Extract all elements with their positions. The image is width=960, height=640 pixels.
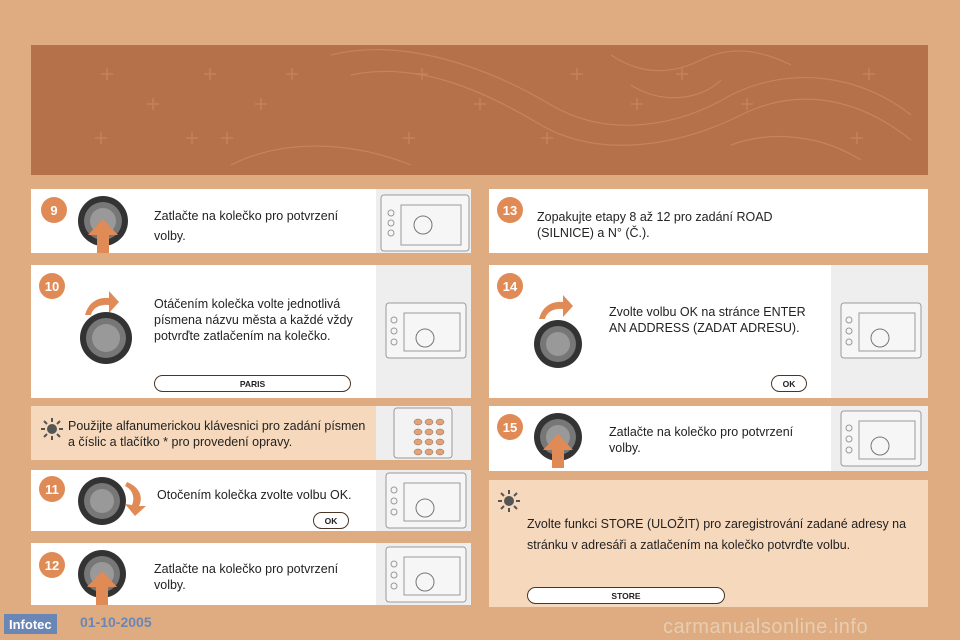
radio-panel-icon [376,470,471,531]
paris-field: PARIS [154,375,351,392]
push-arrow-icon [543,434,573,468]
keypad-icon [376,406,471,460]
ok-button: OK [313,512,349,529]
tip-sun-icon [497,489,521,513]
step-12-text: Zatlačte na kolečko pro potvrzení volby. [154,562,339,592]
step-14-card [489,265,928,398]
infotec-logo: Infotec [4,614,57,634]
step-13-text: Zopakujte etapy 8 až 12 pro zadání ROAD (SILNICE) a N° (Č.). [537,210,773,240]
knob-icon [533,319,583,369]
step-15-card [489,406,928,471]
radio-panel-icon [376,543,471,605]
step-number-badge: 10 [39,273,65,299]
radio-panel-icon [831,406,928,471]
step-number-badge: 15 [497,414,523,440]
radio-panel-icon [831,265,928,398]
topographic-pattern [31,45,928,175]
ok-button: OK [771,375,807,392]
tip-2-card [489,480,928,607]
top-banner [31,45,928,175]
knob-icon [77,476,127,526]
push-arrow-icon [88,219,118,253]
tip-1-card [31,406,471,460]
tip-1-text: Použijte alfanumerickou klávesnici pro zadání písmen a číslic a tlačítko * pro provedení opravy. [68,419,366,449]
step-14-text: Zvolte volbu OK na stránce ENTER AN ADDRESS (ZADAT ADRESU). [609,305,806,335]
radio-panel-icon [376,189,471,253]
footer-date: 01-10-2005 [80,614,152,630]
step-10-card [31,265,471,398]
watermark: carmanualsonline.info [663,616,869,638]
step-11-card [31,470,471,531]
step-number-badge: 13 [497,197,523,223]
step-11-text: Otočením kolečka zvolte volbu OK. [157,488,352,502]
step-12-card [31,543,471,605]
step-number-badge: 11 [39,476,65,502]
knob-icon [79,311,133,365]
step-9-card [31,189,471,253]
step-13-card [489,189,928,253]
step-number-badge: 12 [39,552,65,578]
radio-panel-icon [376,265,471,398]
step-10-text: Otáčením kolečka volte jednotlivá písmena názvu města a každé vždy potvrďte zatlačením na kolečko. [154,297,353,343]
push-arrow-icon [87,571,117,605]
step-15-text: Zatlačte na kolečko pro potvrzení volby. [609,425,794,455]
tip-2-text: Zvolte funkci STORE (ULOŽIT) pro zaregistrování zadané adresy na stránku v adresáři a zatlačením na kolečko potvrďte volbu. [527,517,907,552]
store-button: STORE [527,587,725,604]
step-number-badge: 14 [497,273,523,299]
step-number-badge: 9 [41,197,67,223]
rotate-arrow-icon [125,482,147,516]
rotate-arrow-icon [537,295,573,319]
tip-sun-icon [40,417,64,441]
step-9-text: Zatlačte na kolečko pro potvrzení volby. [154,209,339,243]
